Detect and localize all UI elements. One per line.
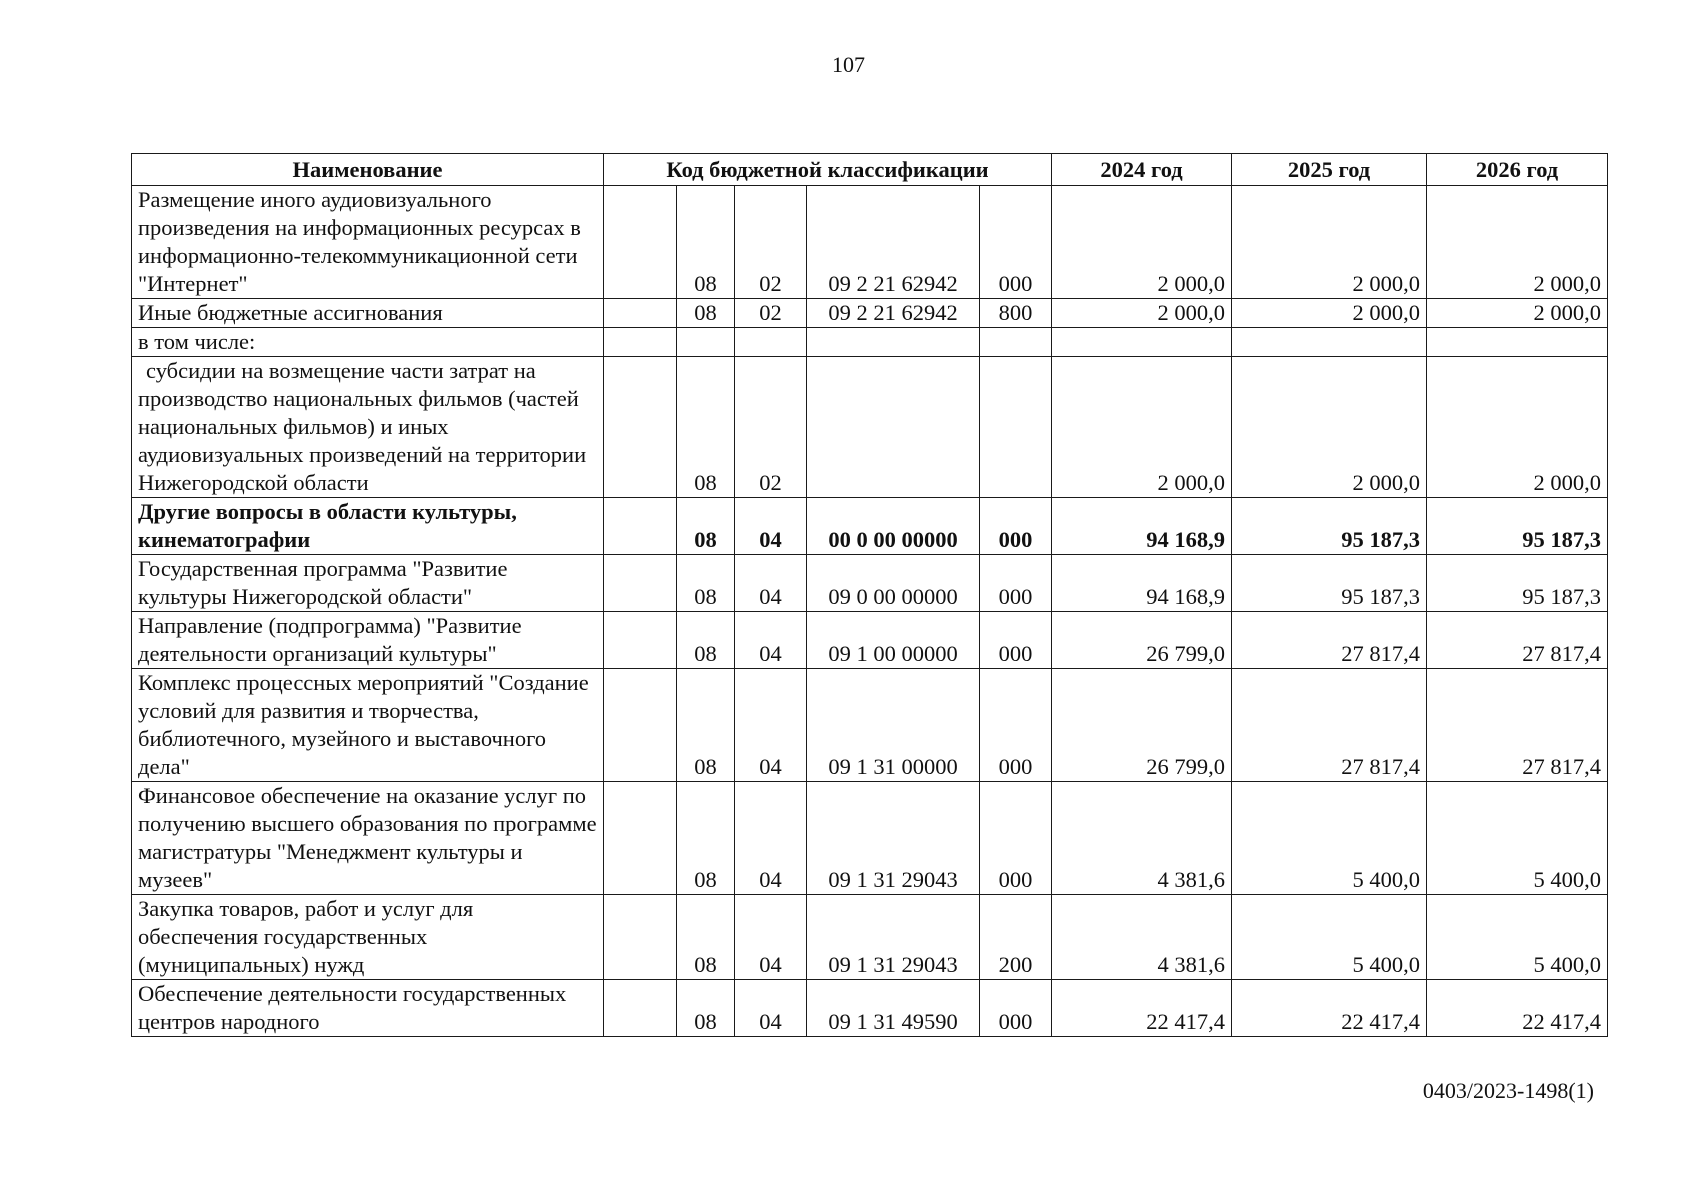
table-row — [132, 555, 1608, 612]
table-row — [132, 299, 1608, 328]
row-csr: 09 0 00 00000 — [807, 555, 980, 612]
row-name: Иные бюджетные ассигнования — [132, 299, 604, 328]
row-2026: 95 187,3 — [1427, 498, 1608, 555]
row-vr: 200 — [980, 895, 1052, 980]
row-csr — [807, 328, 980, 357]
row-csr: 09 1 31 49590 — [807, 980, 980, 1037]
row-2026: 2 000,0 — [1427, 186, 1608, 299]
row-2024: 2 000,0 — [1052, 299, 1232, 328]
row-rz: 08 — [677, 555, 735, 612]
row-2026: 27 817,4 — [1427, 669, 1608, 782]
row-2025 — [1232, 328, 1427, 357]
row-name: Размещение иного аудиовизуального произведения на информационных ресурсах в информационно-телекоммуникационной сети "Интернет" — [132, 186, 604, 299]
table-row — [132, 980, 1608, 1037]
row-csr: 09 2 21 62942 — [807, 186, 980, 299]
blank-cell — [604, 782, 677, 895]
row-name: Направление (подпрограмма) "Развитие деятельности организаций культуры" — [132, 612, 604, 669]
row-rz: 08 — [677, 299, 735, 328]
row-2025: 27 817,4 — [1232, 669, 1427, 782]
row-2024: 26 799,0 — [1052, 669, 1232, 782]
row-rz: 08 — [677, 669, 735, 782]
row-vr: 800 — [980, 299, 1052, 328]
row-2024: 2 000,0 — [1052, 186, 1232, 299]
blank-cell — [604, 328, 677, 357]
header-2026: 2026 год — [1427, 154, 1608, 186]
row-rz: 08 — [677, 782, 735, 895]
budget-table — [131, 153, 1608, 1037]
blank-cell — [604, 895, 677, 980]
blank-cell — [604, 498, 677, 555]
row-pr: 04 — [735, 498, 807, 555]
row-name-text: субсидии на возмещение части затрат на производство национальных фильмов (частей национальных фильмов) и иных аудиовизуальных произведений на территории Нижегородской области — [138, 358, 587, 495]
row-2025: 5 400,0 — [1232, 782, 1427, 895]
blank-cell — [604, 299, 677, 328]
row-vr: 000 — [980, 186, 1052, 299]
row-2025: 2 000,0 — [1232, 299, 1427, 328]
row-vr: 000 — [980, 782, 1052, 895]
row-csr — [807, 357, 980, 498]
row-2025: 22 417,4 — [1232, 980, 1427, 1037]
row-2025: 5 400,0 — [1232, 895, 1427, 980]
row-name: Другие вопросы в области культуры, кинематографии — [132, 498, 604, 555]
table-row — [132, 186, 1608, 299]
row-rz: 08 — [677, 612, 735, 669]
row-2024: 22 417,4 — [1052, 980, 1232, 1037]
row-name: Государственная программа "Развитие культуры Нижегородской области" — [132, 555, 604, 612]
table-row — [132, 895, 1608, 980]
row-name: в том числе: — [132, 328, 604, 357]
row-2026: 27 817,4 — [1427, 612, 1608, 669]
row-pr: 04 — [735, 612, 807, 669]
header-name: Наименование — [132, 154, 604, 186]
row-rz — [677, 328, 735, 357]
row-2025: 2 000,0 — [1232, 357, 1427, 498]
table-row — [132, 357, 1608, 498]
row-2026: 5 400,0 — [1427, 782, 1608, 895]
row-csr: 09 1 31 29043 — [807, 895, 980, 980]
row-2026: 5 400,0 — [1427, 895, 1608, 980]
row-pr — [735, 328, 807, 357]
row-2025: 95 187,3 — [1232, 555, 1427, 612]
blank-cell — [604, 980, 677, 1037]
row-csr: 09 1 31 00000 — [807, 669, 980, 782]
row-2026: 95 187,3 — [1427, 555, 1608, 612]
row-2025: 95 187,3 — [1232, 498, 1427, 555]
row-vr: 000 — [980, 498, 1052, 555]
row-2024 — [1052, 328, 1232, 357]
header-code: Код бюджетной классификации — [604, 154, 1052, 186]
row-2025: 27 817,4 — [1232, 612, 1427, 669]
row-rz: 08 — [677, 186, 735, 299]
row-2024: 2 000,0 — [1052, 357, 1232, 498]
row-rz: 08 — [677, 895, 735, 980]
row-2026 — [1427, 328, 1608, 357]
table-row — [132, 782, 1608, 895]
row-2026: 2 000,0 — [1427, 357, 1608, 498]
row-csr: 09 1 31 29043 — [807, 782, 980, 895]
table-row — [132, 498, 1608, 555]
row-name: Комплекс процессных мероприятий "Создание условий для развития и творчества, библиотечного, музейного и выставочного дела" — [132, 669, 604, 782]
row-name: Обеспечение деятельности государственных центров народного — [132, 980, 604, 1037]
row-pr: 04 — [735, 555, 807, 612]
header-2025: 2025 год — [1232, 154, 1427, 186]
page-number: 107 — [832, 52, 865, 77]
blank-cell — [604, 612, 677, 669]
table-row — [132, 328, 1608, 357]
row-pr: 02 — [735, 186, 807, 299]
blank-cell — [604, 669, 677, 782]
row-name: Финансовое обеспечение на оказание услуг по получению высшего образования по программе магистратуры "Менеджмент культуры и музеев" — [132, 782, 604, 895]
row-vr — [980, 357, 1052, 498]
row-vr: 000 — [980, 555, 1052, 612]
row-vr — [980, 328, 1052, 357]
row-2024: 4 381,6 — [1052, 782, 1232, 895]
row-rz: 08 — [677, 980, 735, 1037]
blank-cell — [604, 555, 677, 612]
row-csr: 09 1 00 00000 — [807, 612, 980, 669]
row-vr: 000 — [980, 612, 1052, 669]
row-pr: 02 — [735, 299, 807, 328]
document-code: 0403/2023-1498(1) — [1422, 1078, 1594, 1103]
row-2024: 4 381,6 — [1052, 895, 1232, 980]
row-rz: 08 — [677, 357, 735, 498]
row-name: Закупка товаров, работ и услуг для обеспечения государственных (муниципальных) нужд — [132, 895, 604, 980]
row-pr: 04 — [735, 782, 807, 895]
blank-cell — [604, 186, 677, 299]
row-pr: 04 — [735, 669, 807, 782]
table-header-row — [132, 154, 1608, 186]
row-pr: 02 — [735, 357, 807, 498]
row-rz: 08 — [677, 498, 735, 555]
row-name — [132, 357, 604, 498]
table-row — [132, 669, 1608, 782]
blank-cell — [604, 357, 677, 498]
row-csr: 09 2 21 62942 — [807, 299, 980, 328]
table-row — [132, 612, 1608, 669]
row-vr: 000 — [980, 669, 1052, 782]
row-2025: 2 000,0 — [1232, 186, 1427, 299]
row-2024: 26 799,0 — [1052, 612, 1232, 669]
row-2024: 94 168,9 — [1052, 555, 1232, 612]
row-2026: 2 000,0 — [1427, 299, 1608, 328]
row-2024: 94 168,9 — [1052, 498, 1232, 555]
header-2024: 2024 год — [1052, 154, 1232, 186]
row-2026: 22 417,4 — [1427, 980, 1608, 1037]
row-csr: 00 0 00 00000 — [807, 498, 980, 555]
row-vr: 000 — [980, 980, 1052, 1037]
row-pr: 04 — [735, 980, 807, 1037]
row-pr: 04 — [735, 895, 807, 980]
